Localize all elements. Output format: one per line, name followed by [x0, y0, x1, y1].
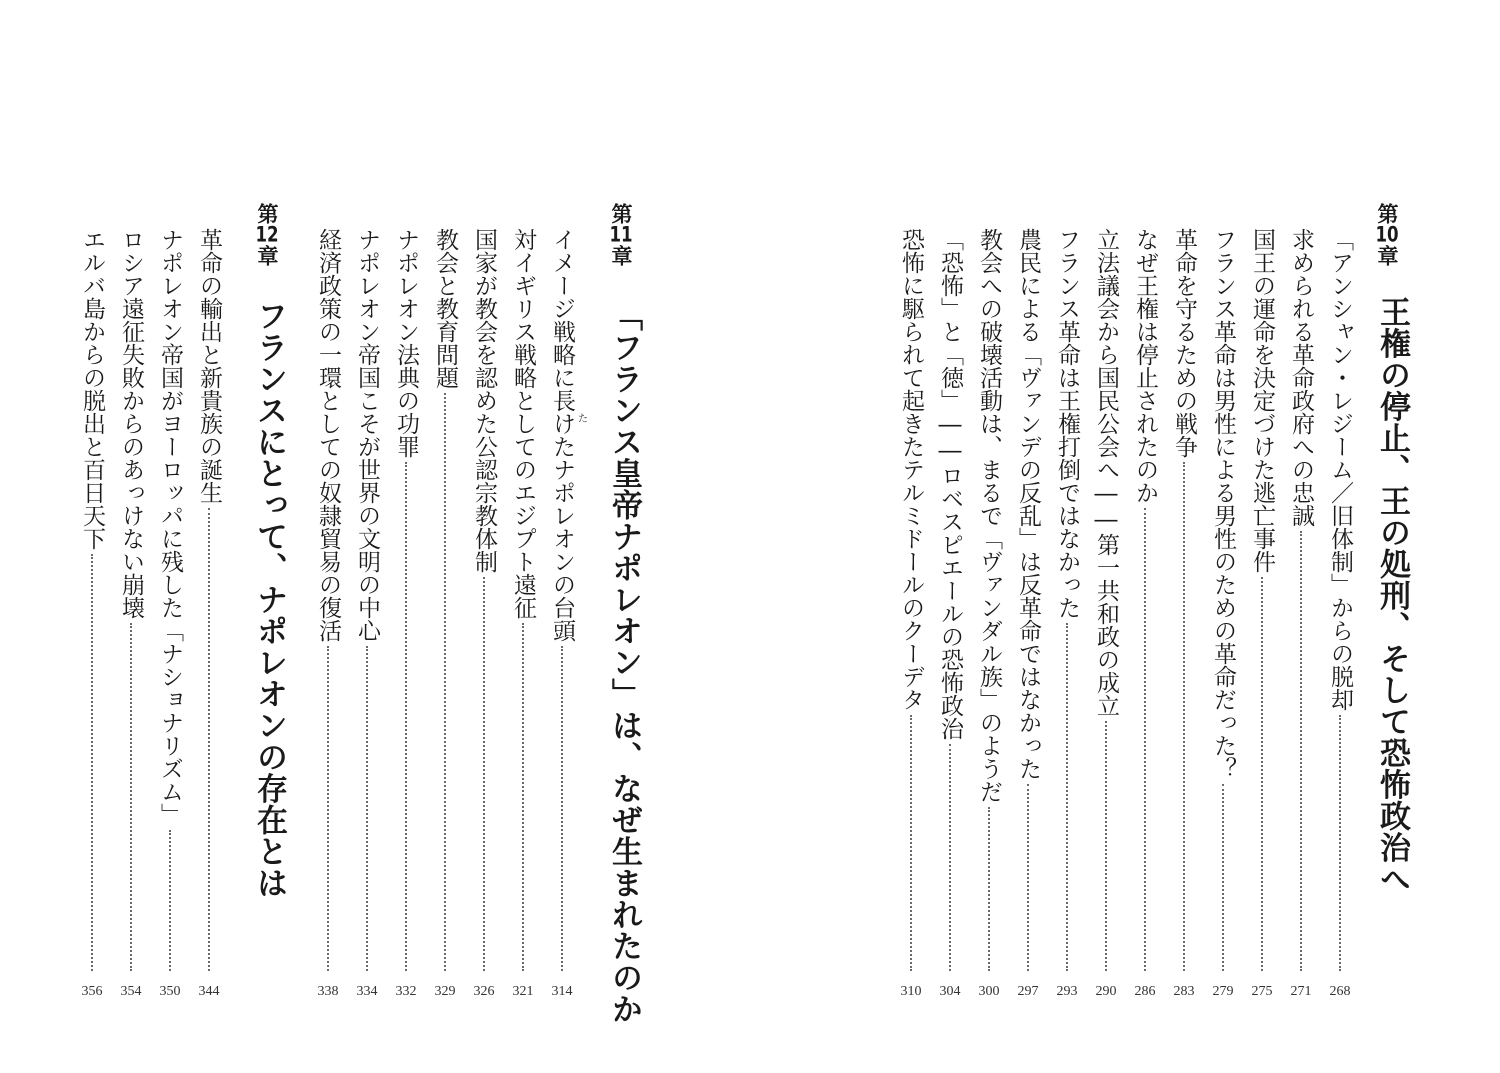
toc-entry[interactable]: 経済政策の一環としての奴隷貿易の復活: [315, 228, 341, 973]
chapter-12-title: フランスにとって、ナポレオンの存在とは: [251, 300, 287, 899]
page-number: 338: [317, 984, 339, 999]
toc-entry[interactable]: ロシア遠征失敗からのあっけない崩壊: [118, 228, 144, 973]
toc-entry[interactable]: ナポレオン法典の功罪: [393, 228, 419, 973]
toc-entry[interactable]: エルバ島からの脱出と百日天下: [79, 228, 105, 973]
page-number: 300: [978, 984, 1000, 999]
toc-entry[interactable]: 教会への破壊活動は、まるで「ヴァンダル族」のようだ: [976, 228, 1002, 973]
page-number: 275: [1251, 984, 1273, 999]
toc-entry[interactable]: 革命を守るための戦争: [1171, 228, 1197, 973]
toc-entry[interactable]: 国家が教会を認めた公認宗教体制: [471, 228, 497, 973]
toc-entry[interactable]: フランス革命は男性による男性のための革命だった？: [1210, 228, 1236, 973]
page-number: 279: [1212, 984, 1234, 999]
page-number: 286: [1134, 984, 1156, 999]
right-page: [750, 0, 1500, 1073]
toc-entry[interactable]: 革命の輸出と新貴族の誕生: [196, 228, 222, 973]
toc-entry[interactable]: ナポレオン帝国がヨーロッパに残した「ナショナリズム」: [157, 228, 183, 973]
toc-entry[interactable]: 農民による「ヴァンデの反乱」は反革命ではなかった: [1015, 228, 1041, 973]
page-number: 297: [1017, 984, 1039, 999]
toc-entry[interactable]: イメージ戦略に長けたナポレオンの台頭: [549, 228, 575, 973]
page-number: 314: [551, 984, 573, 999]
toc-entry[interactable]: 恐怖に駆られて起きたテルミドールのクーデタ: [898, 228, 924, 973]
chapter-11-label: 第11章: [609, 203, 633, 266]
toc-entry[interactable]: 教会と教育問題: [432, 228, 458, 973]
page-number: 271: [1290, 984, 1312, 999]
toc-entry[interactable]: 「アンシャン・レジーム／旧体制」からの脱却: [1327, 228, 1353, 973]
chapter-10-label: 第10章: [1375, 203, 1399, 266]
toc-entry[interactable]: 「恐怖」と「徳」――ロベスピエールの恐怖政治: [937, 228, 963, 973]
toc-entry[interactable]: 国王の運命を決定づけた逃亡事件: [1249, 228, 1275, 973]
page-number: 356: [81, 984, 103, 999]
toc-entry[interactable]: なぜ王権は停止されたのか: [1132, 228, 1158, 973]
toc-entry[interactable]: フランス革命は王権打倒ではなかった: [1054, 228, 1080, 973]
page-number: 350: [159, 984, 181, 999]
page-number: 329: [434, 984, 456, 999]
toc-entry[interactable]: 対イギリス戦略としてのエジプト遠征: [510, 228, 536, 973]
page-number: 293: [1056, 984, 1078, 999]
chapter-11-title: 「フランス皇帝ナポレオン」は、なぜ生まれたのか: [606, 300, 642, 1025]
page-number: 326: [473, 984, 495, 999]
page-number: 268: [1329, 984, 1351, 999]
page-number: 283: [1173, 984, 1195, 999]
chapter-10-title: 王権の停止、王の処刑、そして恐怖政治へ: [1374, 296, 1410, 895]
page-number: 344: [198, 984, 220, 999]
page-number: 310: [900, 984, 922, 999]
toc-entry[interactable]: 立法議会から国民公会へ――第一共和政の成立: [1093, 228, 1119, 973]
page-number: 321: [512, 984, 534, 999]
page-number: 290: [1095, 984, 1117, 999]
toc-entry[interactable]: ナポレオン帝国こそが世界の文明の中心: [354, 228, 380, 973]
page-number: 332: [395, 984, 417, 999]
page-number: 334: [356, 984, 378, 999]
page-number: 354: [120, 984, 142, 999]
toc-entry[interactable]: 求められる革命政府への忠誠: [1288, 228, 1314, 973]
page-number: 304: [939, 984, 961, 999]
ruby-annotation: た: [578, 414, 588, 425]
chapter-12-label: 第12章: [255, 203, 279, 266]
